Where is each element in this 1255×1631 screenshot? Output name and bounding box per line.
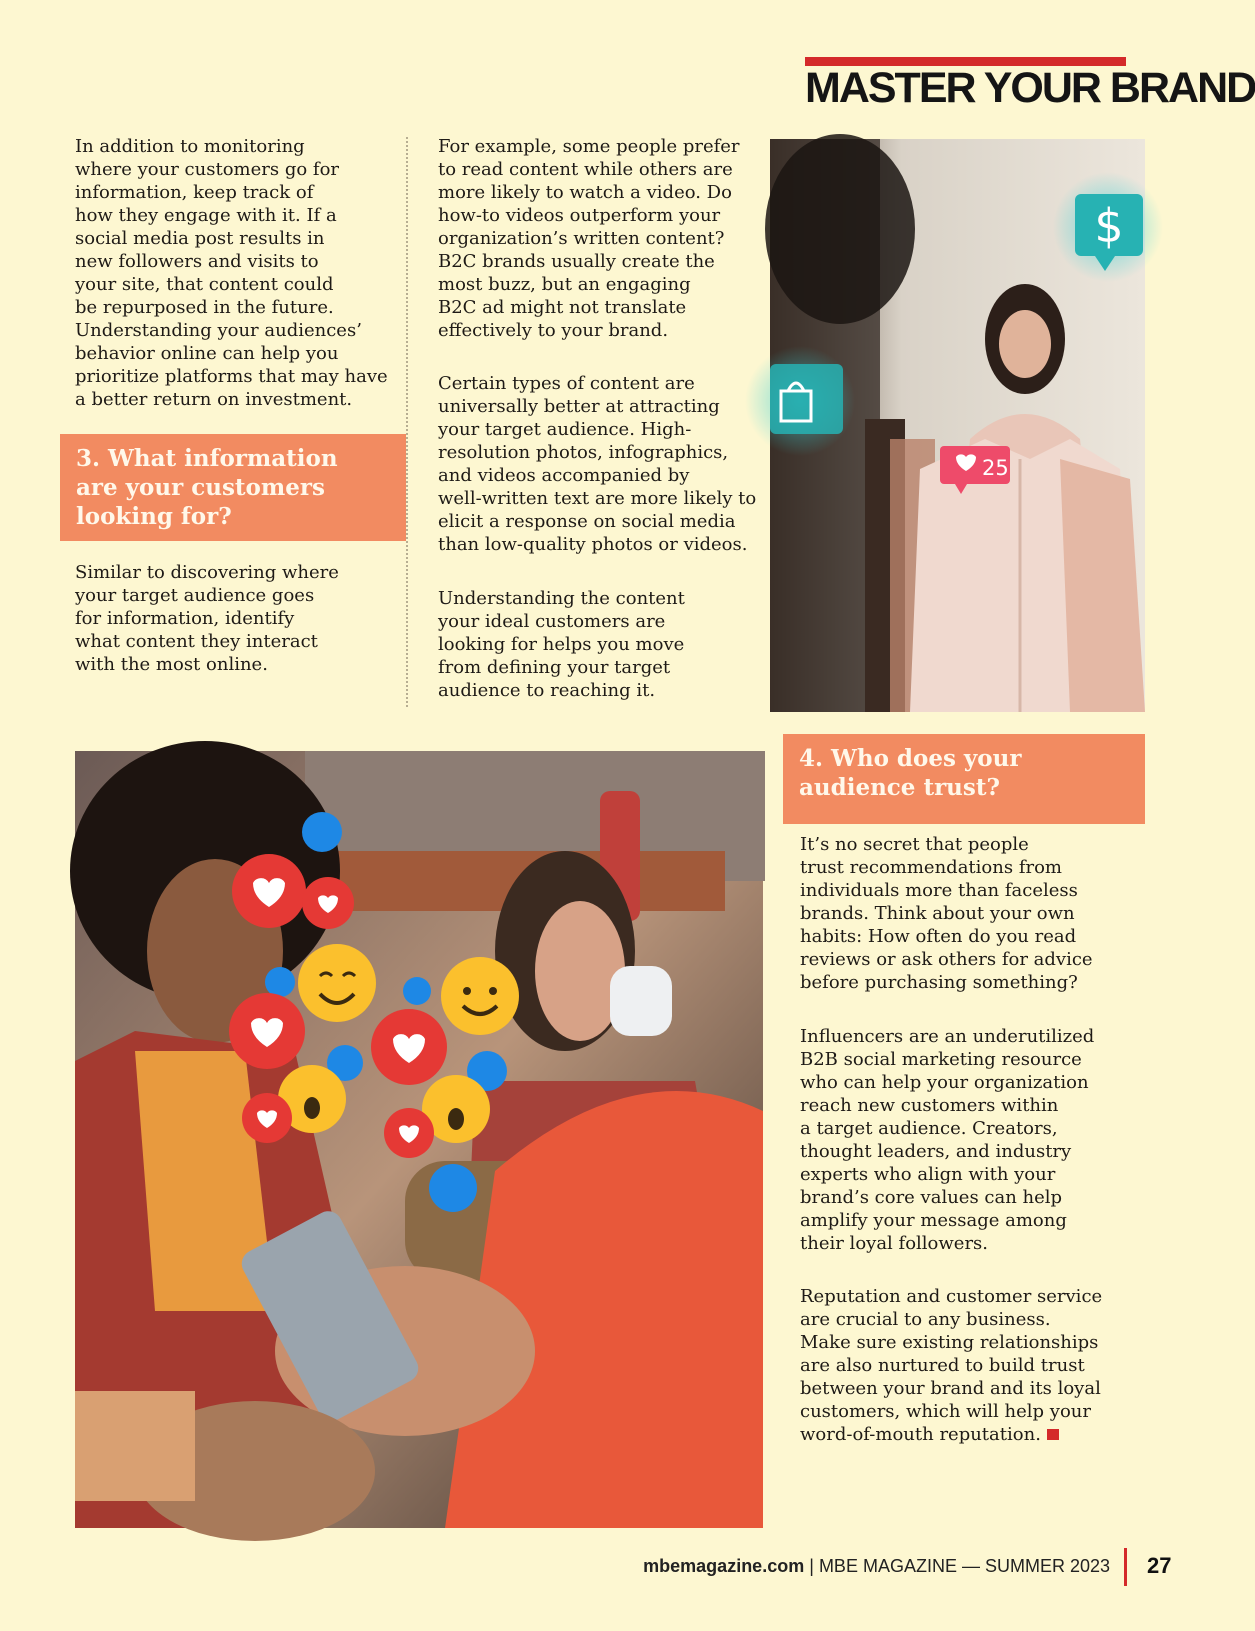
footer <box>643 1556 1110 1577</box>
col2-paragraph-3: Understanding the content your ideal customers are looking for helps you move from defining your target audience to reaching it. <box>438 588 685 701</box>
footer-issue: MBE MAGAZINE — SUMMER 2023 <box>818 1556 1110 1576</box>
section-title: MASTER YOUR BRAND <box>805 64 1255 112</box>
page-number: 27 <box>1147 1553 1172 1578</box>
influencer-photo <box>770 139 1145 712</box>
heading-what-information: 3. What information are your customers looking for? <box>60 434 406 541</box>
end-of-article-mark <box>1047 1429 1059 1440</box>
col2-paragraph-1: For example, some people prefer to read content while others are more likely to watch a video. Do how-to videos outperform your organization’s written content? B2C brands usually create the most buzz, but an engaging B2C ad might not translate effectively to your brand. <box>438 136 740 341</box>
col1-paragraph-1: In addition to monitoring where your customers go for information, keep track of how they engage with it. If a social media post results in new followers and visits to your site, that content could be repurposed in the future. Understanding your audiences’ behavior online can help you prioritize platforms that may have a better return on investment. <box>75 136 388 410</box>
heading-who-does-audience-trust: 4. Who does your audience trust? <box>783 734 1145 824</box>
like-count: 25 <box>982 456 1009 480</box>
footer-rule <box>1124 1548 1127 1586</box>
social-reactions-photo <box>75 751 763 1528</box>
footer-site-link[interactable]: mbemagazine.com <box>643 1556 805 1576</box>
col3-paragraph-2: Influencers are an underutilized B2B social marketing resource who can help your organization reach new customers within a target audience. Creators, thought leaders, and industry experts who align with your brand’s core values can help amplify your message among their loyal followers. <box>800 1026 1095 1254</box>
col3-paragraph-3: Reputation and customer service are crucial to any business. Make sure existing relationships are also nurtured to build trust between your brand and its loyal customers, which will help your word-of-mouth reputation. <box>800 1286 1103 1445</box>
col3-paragraph-3-wrapper <box>800 1285 1140 1446</box>
dollar-icon: $ <box>1094 199 1124 253</box>
column-divider <box>406 137 408 707</box>
col1-paragraph-2: Similar to discovering where your target audience goes for information, identify what content they interact with the most online. <box>75 562 339 675</box>
col3-paragraph-1: It’s no secret that people trust recommendations from individuals more than faceless brands. Think about your own habits: How often do you read reviews or ask others for advice before purchasing something? <box>800 834 1093 993</box>
footer-separator: | <box>809 1556 814 1576</box>
col2-paragraph-2: Certain types of content are universally better at attracting your target audience. High- resolution photos, infographics, and videos accompanied by well-written text are more likely to elicit a response on social media than low-quality photos or videos. <box>438 373 757 555</box>
